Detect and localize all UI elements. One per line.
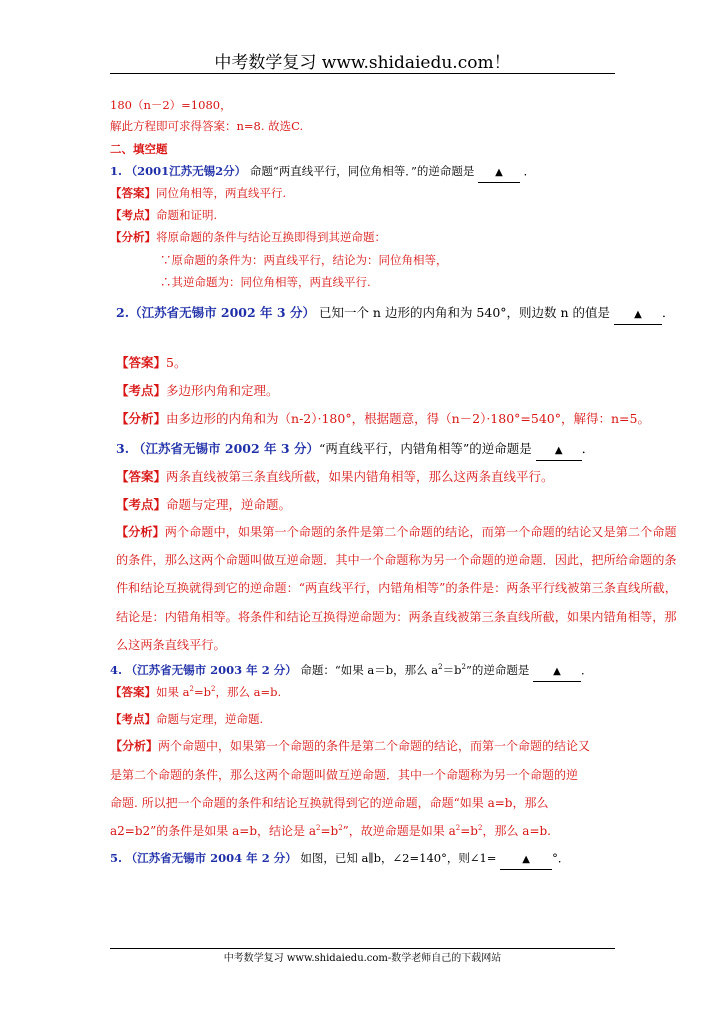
triangle-icon: ▲: [634, 309, 642, 320]
q3-answer: [116, 468, 554, 486]
question-number: 2.: [116, 305, 130, 320]
triangle-icon: ▲: [495, 167, 503, 178]
question-text: 已知一个 n 边形的内角和为 540°，则边数 n 的值是: [318, 305, 611, 320]
question-number: 1.: [110, 164, 123, 178]
answer-text: 5。: [166, 355, 187, 370]
point-text: 命题与定理，逆命题.: [156, 712, 264, 726]
section-heading: 二、填空题: [110, 142, 168, 156]
answer-blank: [536, 440, 582, 461]
q3-analysis-line-5: 么这两条直线平行。: [116, 638, 226, 652]
page-footer: 中考数学复习 www.shidaiedu.com-数学老师自己的下载网站: [223, 953, 502, 964]
point-text: 命题和证明.: [156, 208, 218, 222]
q1-answer: [110, 184, 286, 202]
q2-answer: [116, 354, 186, 372]
q4-answer: [110, 683, 281, 701]
solution-line: 解此方程即可求得答案：n=8. 故选C.: [110, 119, 304, 133]
analysis-tag: 【分析】: [110, 739, 159, 753]
question-number: 5.: [110, 851, 123, 865]
question-text: 命题：“如果 a＝b，那么 $a^2=b^2$”的逆命题是: [300, 663, 530, 677]
analysis-tag: 【分析】: [110, 230, 156, 244]
question-text: 命题“两直线平行，同位角相等．”的逆命题是: [249, 164, 475, 178]
q3-analysis-line-2: 的条件，那么这两个命题叫做互逆命题．其中一个命题称为另一个命题的逆命题．因此，把所给命题的条: [116, 553, 677, 567]
question-3: [116, 440, 594, 461]
analysis-text: 两个命题中，如果第一个命题的条件是第二个命题的结论，而第一个命题的结论又: [158, 739, 591, 753]
triangle-icon: ▲: [553, 666, 561, 677]
question-end: ．: [523, 164, 536, 178]
question-source: （2001江苏无锡2分）: [125, 164, 247, 178]
answer-text: 如果 $a^2=b^2$，那么 a=b.: [156, 685, 282, 699]
question-end: °．: [552, 851, 570, 865]
q4-analysis-line-1: [110, 737, 590, 755]
header-rule: [110, 73, 615, 74]
q4-analysis-line-3: 命题. 所以把一个命题的条件和结论互换就得到它的逆命题，命题“如果 a=b，那么: [110, 796, 549, 810]
q4-analysis-line-4: a2=b2”的条件是如果 a=b，结论是 $a^2=b^2$”，故逆命题是如果 $a^2=b^2$，那么 a=b.: [110, 824, 551, 838]
answer-blank: [500, 849, 552, 870]
q1-point: [110, 206, 217, 224]
question-1: [110, 162, 535, 183]
q2-point: [116, 382, 279, 400]
q3-analysis-line-3: 件和结论互换就得到它的逆命题：“两直线平行，内错角相等”的条件是：两条平行线被第三条直线所截，: [116, 581, 677, 595]
analysis-tag: 【分析】: [116, 525, 165, 539]
question-5: [110, 849, 569, 870]
question-4: [110, 661, 592, 682]
point-text: 多边形内角和定理。: [166, 383, 279, 398]
q3-analysis-line-1: [116, 523, 677, 541]
footer-rule: [110, 948, 615, 949]
question-source: （江苏省无锡市 2002 年 3 分）: [129, 305, 315, 320]
analysis-tag: 【分析】: [116, 411, 167, 426]
question-source: （江苏省无锡市 2002 年 3 分）: [133, 441, 319, 456]
question-end: ．: [662, 305, 675, 320]
question-end: ．: [580, 663, 593, 677]
point-tag: 【考点】: [110, 208, 156, 222]
question-text: 如图，已知 a∥b，∠2=140°，则∠1=: [300, 851, 497, 865]
question-2: [116, 304, 675, 325]
answer-tag: 【答案】: [116, 355, 167, 370]
question-number: 3.: [116, 441, 130, 456]
question-text: “两直线平行，内错角相等”的逆命题是: [318, 441, 532, 456]
answer-tag: 【答案】: [110, 186, 156, 200]
point-tag: 【考点】: [110, 712, 156, 726]
q2-analysis: [116, 410, 650, 428]
page-header: 中考数学复习 www.shidaiedu.com！: [214, 53, 511, 73]
q4-analysis-line-2: 是第二个命题的条件，那么这两个命题叫做互逆命题．其中一个命题称为另一个命题的逆: [110, 768, 579, 782]
answer-tag: 【答案】: [110, 685, 156, 699]
answer-text: 两条直线被第三条直线所截，如果内错角相等，那么这两条直线平行。: [166, 469, 554, 484]
answer-text: 同位角相等，两直线平行.: [156, 186, 287, 200]
point-text: 命题与定理，逆命题。: [166, 497, 292, 512]
q1-step-1: ∵原命题的条件为：两直线平行，结论为：同位角相等，: [160, 253, 448, 267]
answer-blank: [533, 661, 581, 682]
answer-tag: 【答案】: [116, 469, 167, 484]
analysis-text: 将原命题的条件与结论互换即得到其逆命题：: [156, 230, 386, 244]
answer-blank: [478, 162, 520, 183]
q4-point: [110, 710, 263, 728]
q1-analysis: [110, 228, 386, 246]
point-tag: 【考点】: [116, 497, 167, 512]
q3-point: [116, 496, 291, 514]
question-source: （江苏省无锡市 2003 年 2 分）: [125, 663, 297, 677]
equation-line: 180（n－2）=1080，: [110, 98, 232, 112]
question-end: ．: [581, 441, 595, 456]
analysis-text: 两个命题中，如果第一个命题的条件是第二个命题的结论，而第一个命题的结论又是第二个命题: [164, 525, 677, 539]
triangle-icon: ▲: [522, 854, 530, 865]
point-tag: 【考点】: [116, 383, 167, 398]
analysis-text: 由多边形的内角和为（n-2）·180°，根据题意，得（n－2）·180°=540°，解得：n=5。: [166, 411, 650, 426]
question-source: （江苏省无锡市 2004 年 2 分）: [125, 851, 297, 865]
q1-step-2: ∴其逆命题为：同位角相等，两直线平行.: [160, 275, 371, 289]
q3-analysis-line-4: 结论是：内错角相等。将条件和结论互换得逆命题为：两条直线被第三条直线所截，如果内错角相等，那: [116, 610, 677, 624]
question-number: 4.: [110, 663, 123, 677]
triangle-icon: ▲: [554, 445, 563, 456]
answer-blank: [614, 304, 662, 325]
